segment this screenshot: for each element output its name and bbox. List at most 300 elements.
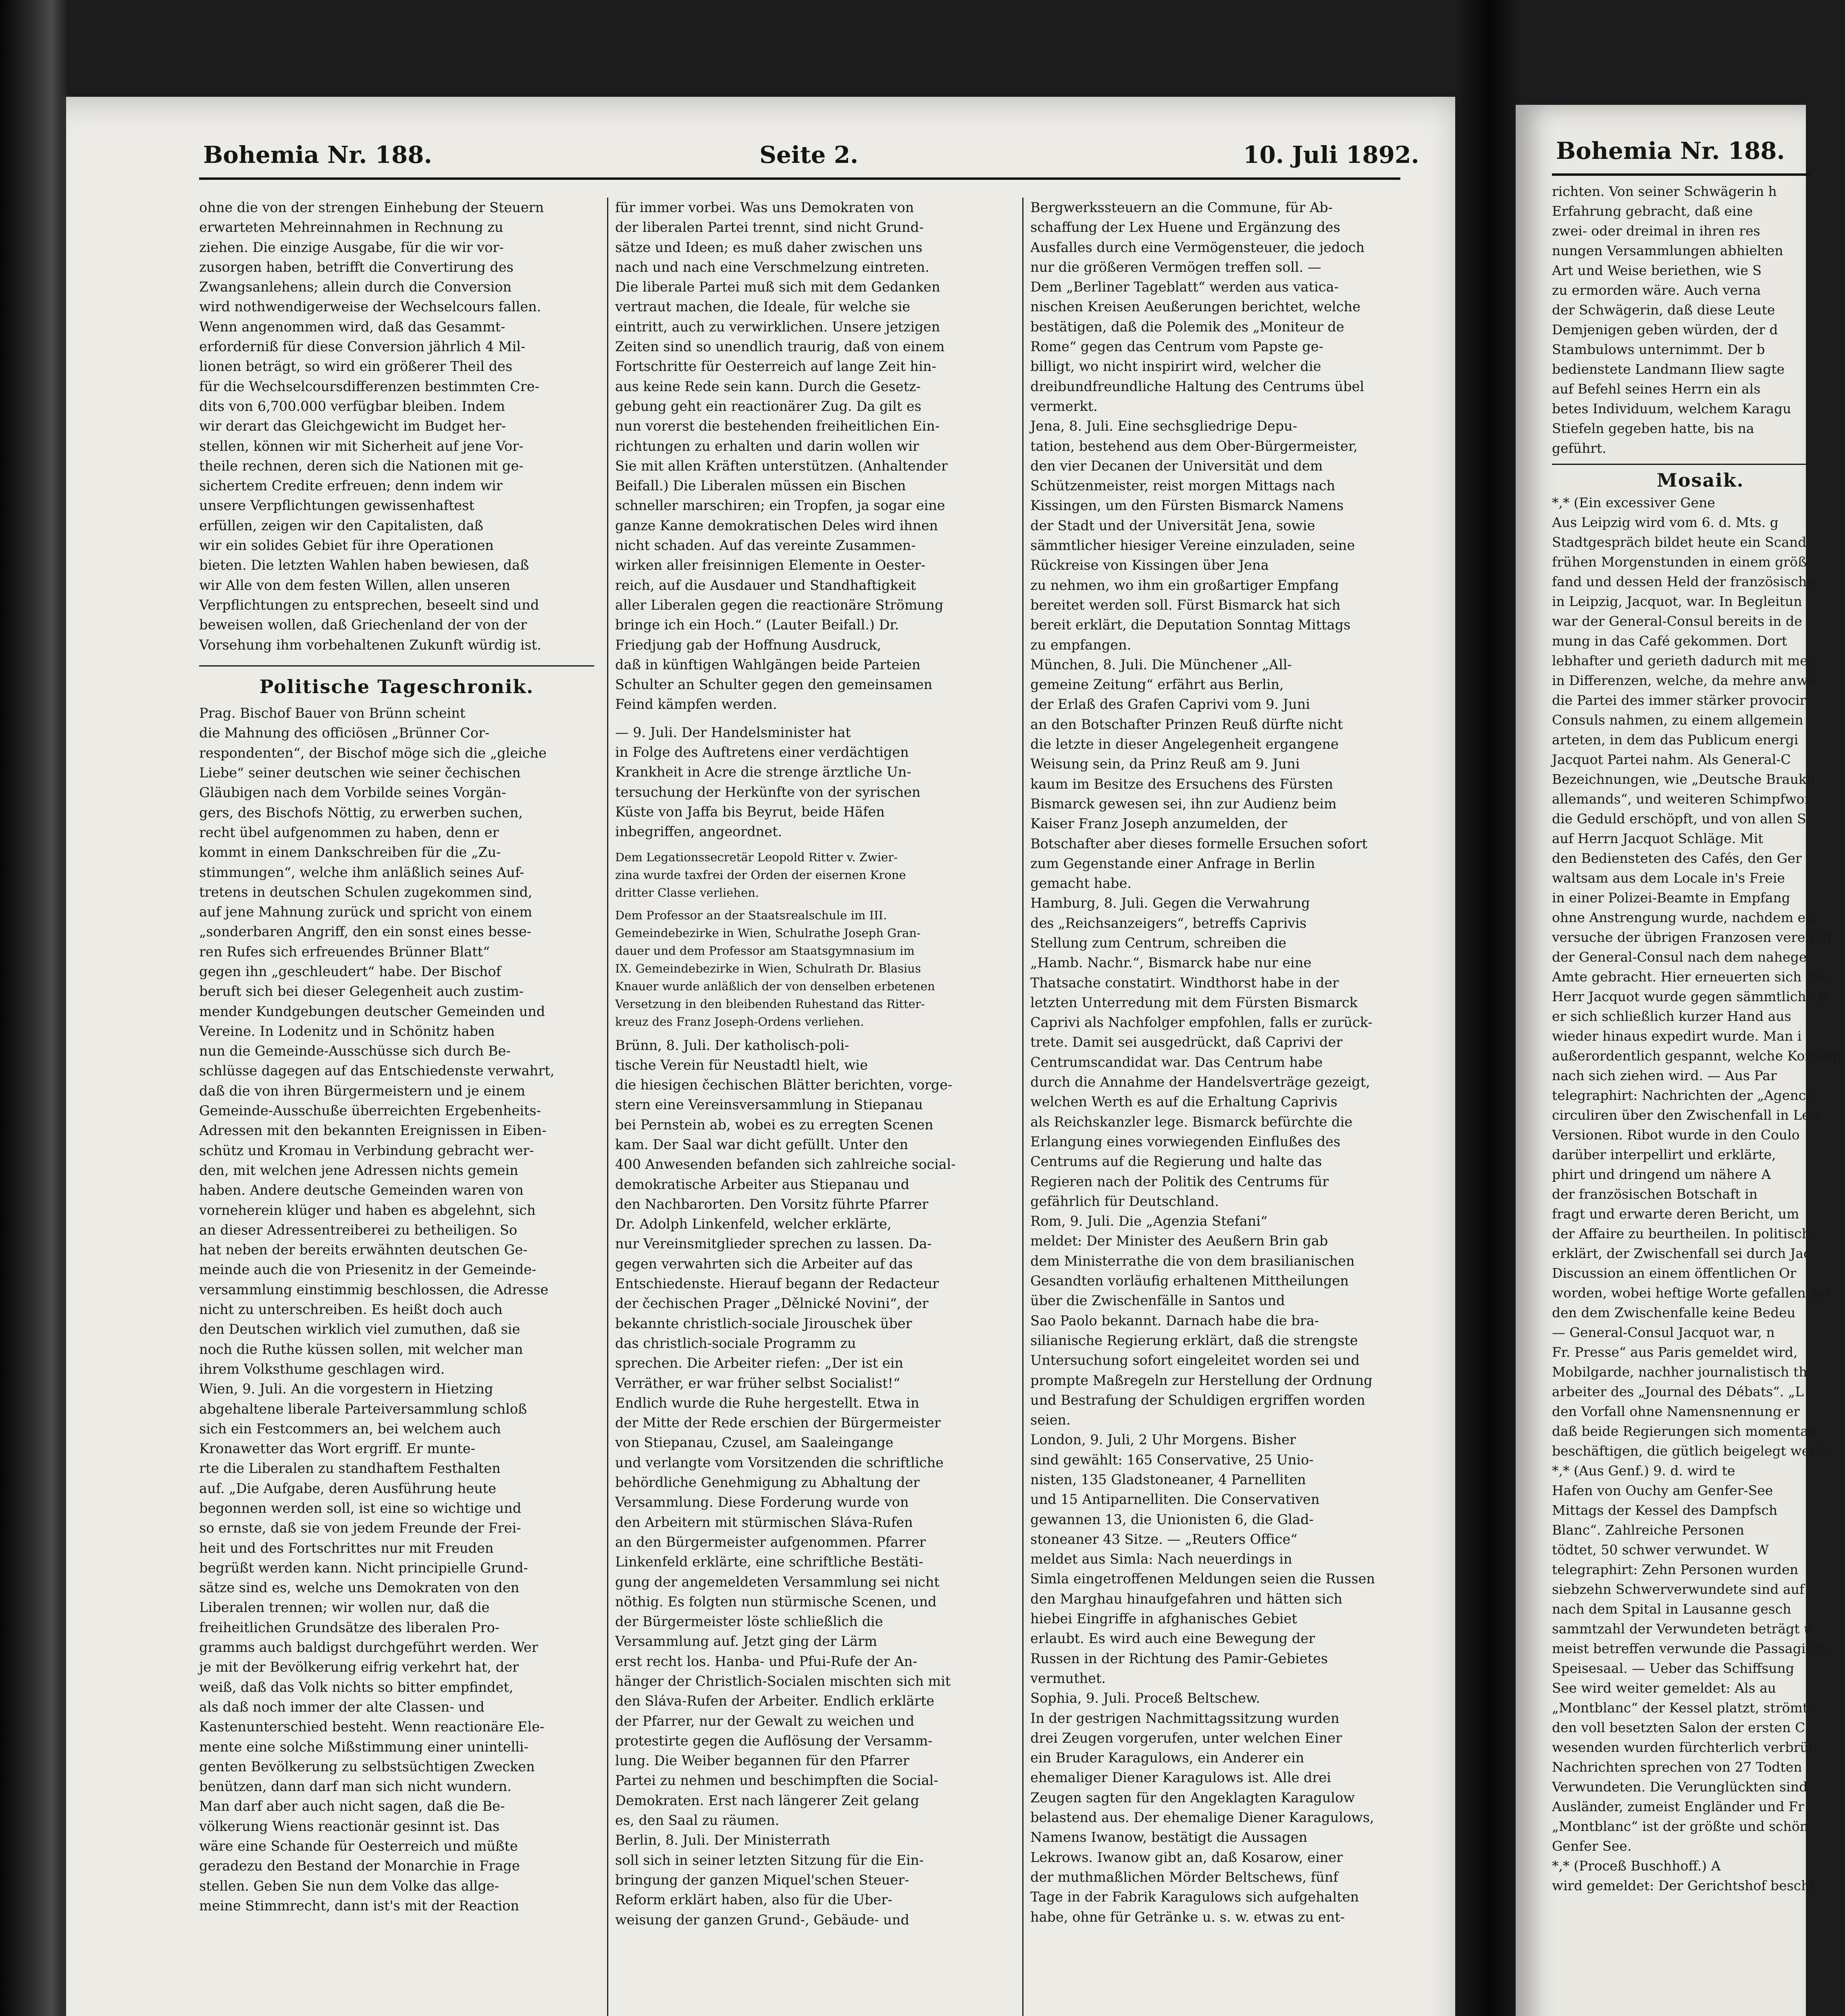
text-line: Untersuchung sofort eingeleitet worden sei und — [1030, 1352, 1360, 1368]
text-line: erfüllen, zeigen wir den Capitalisten, daß — [199, 517, 483, 533]
text-line: Berlin, 8. Juli. Der Ministerrath — [615, 1832, 830, 1848]
text-line: circuliren über den Zwischenfall in Leip — [1552, 1107, 1823, 1123]
text-line: gramms auch baldigst durchgeführt werden. Wer — [199, 1639, 538, 1656]
text-line: Centrumscandidat war. Das Centrum habe — [1030, 1054, 1323, 1070]
col3-paragraph4 — [1030, 893, 1425, 1211]
section-title-mosaik: Mosaik. — [1657, 469, 1744, 491]
text-line: und verlangte vom Vorsitzenden die schriftliche — [615, 1454, 944, 1470]
text-line: „Hamb. Nachr.“, Bismarck habe nur eine — [1030, 955, 1312, 971]
text-line: versammlung einstimmig beschlossen, die Adresse — [199, 1281, 549, 1297]
header-right: 10. Juli 1892. — [1243, 141, 1419, 169]
col2-paragraph1 — [615, 198, 1010, 714]
text-line: der Erlaß des Grafen Caprivi vom 9. Juni — [1030, 696, 1310, 712]
text-line: zina wurde taxfrei der Orden der eisernen Krone — [615, 868, 906, 882]
col2-paragraph4 — [615, 1830, 1010, 1929]
col2-notice2 — [615, 906, 1010, 1031]
text-line: worden, wobei heftige Worte gefallen sei — [1552, 1285, 1829, 1301]
text-line: für immer vorbei. Was uns Demokraten von — [615, 200, 914, 215]
text-line: respondenten“, der Bischof möge sich die „gleiche — [199, 745, 547, 761]
text-line: waltsam aus dem Locale in's Freie — [1552, 870, 1785, 886]
text-line: gewannen 13, die Unionisten 6, die Glad- — [1030, 1511, 1314, 1527]
text-line: tersuchung der Herkünfte von der syrischen — [615, 784, 921, 800]
text-line: den, mit welchen jene Adressen nichts gemein — [199, 1162, 518, 1178]
text-line: — General-Consul Jacquot war, n — [1552, 1325, 1775, 1340]
text-line: der Affaire zu beurtheilen. In politisch — [1552, 1226, 1810, 1241]
text-line: Wien, 9. Juli. An die vorgestern in Hietzing — [199, 1381, 493, 1397]
text-line: in Differenzen, welche, da mehre anwe — [1552, 673, 1816, 688]
col3-paragraph1 — [1030, 198, 1425, 416]
text-line: der čechischen Prager „Dělnické Novini“, der — [615, 1295, 929, 1312]
book-spine — [0, 0, 69, 2016]
right-lines1 — [1552, 181, 1842, 458]
text-line: Liebe“ seiner deutschen wie seiner čechischen — [199, 765, 521, 781]
text-line: den Sláva-Rufen der Arbeiter. Endlich erklärte — [615, 1693, 934, 1709]
text-line: Weisung sein, da Prinz Reuß am 9. Juni — [1030, 756, 1300, 772]
text-line: weisung der ganzen Grund-, Gebäude- und — [615, 1912, 909, 1928]
text-line: Verwundeten. Die Verunglückten sind — [1552, 1779, 1808, 1795]
text-line: sätze sind es, welche uns Demokraten von den — [199, 1580, 520, 1596]
text-line: welchen Werth es auf die Erhaltung Caprivis — [1030, 1094, 1337, 1110]
text-line: erlaubt. Es wird auch eine Bewegung der — [1030, 1631, 1315, 1647]
text-line: Sie mit allen Kräften unterstützen. (Anhaltender — [615, 458, 948, 474]
text-line: In der gestrigen Nachmittagssitzung wurden — [1030, 1710, 1340, 1726]
text-line: lionen beträgt, so wird ein größerer Theil des — [199, 358, 513, 375]
text-line: den Marghau hinaufgefahren und hätten sich — [1030, 1591, 1343, 1607]
text-line: aller Liberalen gegen die reactionäre Strömung — [615, 597, 944, 613]
text-line: Versammlung. Diese Forderung wurde von — [615, 1494, 909, 1510]
col3-paragraph7 — [1030, 1688, 1425, 1927]
text-line: Bismarck gewesen sei, ihn zur Audienz beim — [1030, 796, 1337, 812]
header-rule-right — [1552, 173, 1810, 176]
text-line: geradezu den Bestand der Monarchie in Frage — [199, 1858, 520, 1874]
text-line: die Mahnung des officiösen „Brünner Cor- — [199, 725, 490, 741]
text-line: auf jene Mahnung zurück und spricht von einem — [199, 904, 532, 920]
text-line: seien. — [1030, 1412, 1071, 1428]
text-line: lebhafter und gerieth dadurch mit meh — [1552, 653, 1816, 669]
text-line: Russen in der Richtung des Pamir-Gebietes — [1030, 1650, 1328, 1666]
text-line: Schulter an Schulter gegen den gemeinsamen — [615, 677, 932, 693]
text-line: Linkenfeld erklärte, eine schriftliche Bestäti- — [615, 1554, 924, 1570]
text-line: *,* (Aus Genf.) 9. d. wird te — [1552, 1463, 1735, 1479]
text-line: die Partei des immer stärker provocir — [1552, 692, 1806, 708]
text-line: wird nothwendigerweise der Wechselcours fallen. — [199, 299, 541, 315]
text-line: mender Kundgebungen deutscher Gemeinden und — [199, 1003, 545, 1019]
text-line: stern eine Vereinsversammlung in Stiepanau — [615, 1097, 923, 1113]
text-line: bringung der ganzen Miquel'schen Steuer- — [615, 1872, 909, 1888]
text-line: den Vorfall ohne Namensnennung er — [1552, 1404, 1800, 1419]
text-line: soll sich in seiner letzten Sitzung für die Ein- — [615, 1852, 924, 1868]
text-line: Hafen von Ouchy am Genfer-See — [1552, 1483, 1773, 1498]
text-line: trete. Damit sei ausgedrückt, daß Caprivi der — [1030, 1034, 1343, 1050]
text-line: Centrums auf die Regierung und halte das — [1030, 1154, 1322, 1170]
header-rule — [199, 177, 1400, 180]
text-line: recht übel aufgenommen zu haben, denn er — [199, 824, 499, 840]
text-line: bei Pernstein ab, wobei es zu erregten Scenen — [615, 1116, 934, 1133]
text-line: die letzte in dieser Angelegenheit ergangene — [1030, 736, 1339, 752]
text-line: mente eine solche Mißstimmung einer unintelli- — [199, 1739, 528, 1755]
text-line: Stambulows unternimmt. Der b — [1552, 342, 1765, 357]
text-line: nungen Versammlungen abhielten — [1552, 243, 1783, 258]
text-line: protestirte gegen die Auflösung der Versamm- — [615, 1733, 933, 1749]
text-line: Fr. Presse“ aus Paris gemeldet wird, — [1552, 1344, 1798, 1360]
text-line: „sonderbaren Angriff, den ein sonst eines besse- — [199, 924, 531, 940]
text-line: Stellung zum Centrum, schreiben die — [1030, 935, 1287, 951]
text-line: Versionen. Ribot wurde in den Coulo — [1552, 1127, 1800, 1143]
text-line: prompte Maßregeln zur Herstellung der Ordnung — [1030, 1372, 1373, 1388]
text-line: war der General-Consul bereits in de — [1552, 613, 1802, 629]
text-line: Rome“ gegen das Centrum vom Papste ge- — [1030, 339, 1323, 355]
text-line: nur Vereinsmitglieder sprechen zu lassen. Da- — [615, 1236, 932, 1252]
text-line: hiebei Eingriffe in afghanisches Gebiet — [1030, 1611, 1297, 1627]
text-line: letzten Unterredung mit dem Fürsten Bismarck — [1030, 994, 1358, 1010]
col2-notice1 — [615, 848, 1010, 902]
text-line: zu ermorden wäre. Auch verna — [1552, 282, 1761, 298]
text-line: als daß noch immer der alte Classen- und — [199, 1699, 485, 1715]
header-center: Seite 2. — [759, 141, 859, 169]
text-line: vermuthet. — [1030, 1670, 1106, 1686]
text-line: Simla eingetroffenen Meldungen seien die Russen — [1030, 1571, 1375, 1587]
text-line: Krankheit in Acre die strenge ärztliche Un- — [615, 764, 911, 780]
text-line: Liberalen trennen; wir wollen nur, daß die — [199, 1599, 490, 1616]
text-line: See wird weiter gemeldet: Als au — [1552, 1680, 1776, 1696]
text-line: Consuls nahmen, zu einem allgemein — [1552, 712, 1803, 728]
text-line: kaum im Besitze des Ersuchens des Fürsten — [1030, 776, 1333, 792]
text-line: sammtzahl der Verwundeten beträgt ü — [1552, 1621, 1813, 1637]
newspaper-page-right — [1516, 105, 1845, 2016]
text-line: wesenden wurden fürchterlich verbrüh — [1552, 1739, 1817, 1755]
text-line: Dem „Berliner Tageblatt“ werden aus vatica- — [1030, 279, 1339, 295]
text-line: zu empfangen. — [1030, 637, 1132, 653]
col2-paragraph2 — [615, 723, 1010, 842]
text-line: erklärt, der Zwischenfall sei durch Jac — [1552, 1245, 1811, 1261]
column-2 — [615, 198, 1010, 1930]
text-line: ein Bruder Karagulows, ein Anderer ein — [1030, 1750, 1304, 1766]
text-line: Feind kämpfen werden. — [615, 696, 777, 712]
text-line: Dem Professor an der Staatsrealschule im III. — [615, 908, 887, 922]
text-line: ziehen. Die einzige Ausgabe, für die wir vor- — [199, 239, 504, 255]
text-line: bringe ich ein Hoch.“ (Lauter Beifall.) Dr. — [615, 617, 899, 633]
text-line: Tage in der Fabrik Karagulows sich aufgehalten — [1030, 1889, 1359, 1905]
text-line: Rom, 9. Juli. Die „Agenzia Stefani“ — [1030, 1213, 1268, 1229]
text-line: Versammlung auf. Jetzt ging der Lärm — [615, 1633, 877, 1649]
text-line: Sophia, 9. Juli. Proceß Beltschew. — [1030, 1690, 1261, 1706]
text-line: es, den Saal zu räumen. — [615, 1812, 780, 1829]
text-line: schlüsse dagegen auf das Entschiedenste verwahrt, — [199, 1063, 555, 1079]
text-line: Art und Weise beriethen, wie S — [1552, 262, 1762, 278]
text-line: Dem Legationssecretär Leopold Ritter v. Zwier- — [615, 850, 898, 864]
text-line: und 15 Antiparnelliten. Die Conservativen — [1030, 1491, 1320, 1508]
column-divider — [199, 665, 594, 666]
text-line: freiheitlichen Grundsätze des liberalen Pro- — [199, 1619, 500, 1635]
text-line: Vorsehung ihm vorbehaltenen Zukunft würdig ist. — [199, 637, 541, 653]
text-line: schneller marschiren; ein Tropfen, ja sogar eine — [615, 498, 945, 514]
text-line: richtungen zu erhalten und darin wollen wir — [615, 438, 919, 454]
text-line: London, 9. Juli, 2 Uhr Morgens. Bisher — [1030, 1432, 1296, 1448]
text-line: Zeiten sind so unendlich traurig, daß von einem — [615, 339, 945, 355]
text-line: des „Reichsanzeigers“, betreffs Caprivis — [1030, 915, 1307, 931]
text-line: stellen, können wir mit Sicherheit auf jene Vor- — [199, 438, 524, 454]
text-line: Gemeinde-Ausschuße überreichten Ergebenheits- — [199, 1103, 541, 1119]
text-line: erforderniß für diese Conversion jährlich 4 Mil- — [199, 339, 526, 355]
text-line: den Deutschen wirklich viel zumuthen, daß sie — [199, 1321, 520, 1337]
text-line: Lekrows. Iwanow gibt an, daß Kosarow, einer — [1030, 1849, 1343, 1865]
text-line: den Arbeitern mit stürmischen Sláva-Rufen — [615, 1514, 913, 1530]
text-line: stimmungen“, welche ihm anläßlich seines Auf- — [199, 864, 524, 880]
text-line: in Folge des Auftretens einer verdächtigen — [615, 744, 909, 760]
text-line: Küste von Jaffa bis Beyrut, beide Häfen — [615, 804, 885, 820]
text-line: abgehaltene liberale Parteiversammlung schloß — [199, 1401, 527, 1417]
text-line: nicht zu unterschreiben. Es heißt doch auch — [199, 1302, 503, 1318]
text-line: Hamburg, 8. Juli. Gegen die Verwahrung — [1030, 895, 1310, 911]
text-line: Gläubigen nach dem Vorbilde seines Vorgän- — [199, 785, 506, 801]
text-line: rte die Liberalen zu standhaftem Festhalten — [199, 1460, 501, 1477]
text-line: belastend aus. Der ehemalige Diener Karagulows, — [1030, 1810, 1374, 1826]
text-line: zwei- oder dreimal in ihren res — [1552, 223, 1760, 239]
text-line: Kaiser Franz Joseph anzumelden, der — [1030, 816, 1288, 832]
text-line: Beifall.) Die Liberalen müssen ein Bischen — [615, 478, 906, 494]
text-line: in Leipzig, Jacquot, war. In Begleitun — [1552, 594, 1802, 609]
text-line: stoneaner 43 Sitze. — „Reuters Office“ — [1030, 1531, 1298, 1547]
text-line: theile rechnen, deren sich die Nationen mit ge- — [199, 458, 524, 474]
text-line: Vereine. In Lodenitz und in Schönitz haben — [199, 1023, 495, 1039]
page-gutter — [1455, 0, 1524, 2016]
text-line: auf Befehl seines Herrn ein als — [1552, 381, 1761, 397]
text-line: Stiefeln gegeben hatte, bis na — [1552, 421, 1754, 436]
text-line: Kissingen, um den Fürsten Bismarck Namens — [1030, 498, 1344, 514]
text-line: Botschafter aber dieses formelle Ersuchen sofort — [1030, 835, 1367, 852]
col1-paragraph2 — [199, 703, 594, 1379]
text-line: schaffung der Lex Huene und Ergänzung des — [1030, 219, 1340, 235]
text-line: der Stadt und der Universität Jena, sowie — [1030, 517, 1315, 533]
text-line: eintritt, auch zu verwirklichen. Unsere jetzigen — [615, 319, 940, 335]
text-line: dits von 6,700.000 verfügbar bleiben. Indem — [199, 398, 505, 414]
text-line: allemands“, und weiteren Schimpfwor — [1552, 791, 1811, 807]
text-line: nach dem Spital in Lausanne gesch — [1552, 1601, 1791, 1617]
text-line: an den Botschafter Prinzen Reuß dürfte nicht — [1030, 716, 1343, 732]
text-line: *,* (Proceß Buschhoff.) A — [1552, 1858, 1721, 1874]
header-left-right-page: Bohemia Nr. 188. — [1556, 137, 1785, 165]
text-line: daß beide Regierungen sich momentan — [1552, 1423, 1817, 1439]
text-line: an dieser Adressentreiberei zu betheiligen. So — [199, 1222, 518, 1238]
text-line: meinde auch die von Priesenitz in der Gemeinde- — [199, 1262, 537, 1278]
text-line: kam. Der Saal war dicht gefüllt. Unter den — [615, 1136, 908, 1152]
text-line: aus keine Rede sein kann. Durch die Gesetz- — [615, 378, 921, 394]
column-separator — [607, 198, 608, 2016]
text-line: „Montblanc“ ist der größte und schön — [1552, 1818, 1808, 1834]
text-line: IX. Gemeindebezirke in Wien, Schulrath Dr. Blasius — [615, 961, 921, 975]
col3-paragraph3 — [1030, 655, 1425, 893]
text-line: genten Bevölkerung zu selbstsüchtigen Zwecken — [199, 1758, 535, 1774]
text-line: telegraphirt: Zehn Personen wurden — [1552, 1562, 1799, 1577]
text-line: gemeine Zeitung“ erfährt aus Berlin, — [1030, 677, 1284, 693]
text-line: für die Wechselcoursdifferenzen bestimmten Cre- — [199, 378, 539, 394]
column-1 — [199, 198, 594, 1916]
text-line: völkerung Wiens reactionär gesinnt ist. Das — [199, 1818, 500, 1834]
text-line: begrüßt werden kann. Nicht principielle Grund- — [199, 1560, 528, 1576]
text-line: fand und dessen Held der französische — [1552, 574, 1815, 589]
text-line: Gemeindebezirke in Wien, Schulrathe Joseph Gran- — [615, 926, 921, 940]
text-line: er sich schließlich kurzer Hand aus — [1552, 1008, 1791, 1024]
text-line: Aus Leipzig wird vom 6. d. Mts. g — [1552, 514, 1778, 530]
text-line: richten. Von seiner Schwägerin h — [1552, 183, 1777, 199]
text-line: Knauer wurde anläßlich der von denselben erbetenen — [615, 979, 935, 993]
right-lines3 — [1552, 1461, 1842, 1856]
text-line: unsere Verpflichtungen gewissenhaftest — [199, 498, 474, 514]
text-line: gers, des Bischofs Nöttig, zu erwerben suchen, — [199, 804, 523, 821]
text-line: Versetzung in den bleibenden Ruhestand das Ritter- — [615, 997, 925, 1011]
text-line: dauer und dem Professor am Staatsgymnasium im — [615, 943, 915, 958]
text-line: als Reichskanzler lege. Bismarck befürchte die — [1030, 1114, 1353, 1130]
text-line: der Bürgermeister löste schließlich die — [615, 1614, 883, 1630]
text-line: zusorgen haben, betrifft die Convertirung des — [199, 259, 514, 275]
text-line: bekannte christlich-sociale Jirouschek über — [615, 1315, 912, 1331]
text-line: ganze Kanne demokratischen Deles wird ihnen — [615, 517, 938, 533]
text-line: den Nachbarorten. Den Vorsitz führte Pfarrer — [615, 1196, 929, 1212]
text-line: meldet: Der Minister des Aeußern Brin gab — [1030, 1233, 1328, 1249]
text-line: gegen verwahrten sich die Arbeiter auf das — [615, 1256, 913, 1272]
text-line: sämmtlicher hiesiger Vereine einzuladen, seine — [1030, 537, 1355, 554]
text-line: tretens in deutschen Schulen zugekommen sind, — [199, 884, 532, 900]
text-line: nun die Gemeinde-Ausschüsse sich durch Be- — [199, 1043, 511, 1059]
text-line: erwarteten Mehreinnahmen in Rechnung zu — [199, 219, 503, 235]
text-line: und Bestrafung der Schuldigen ergriffen worden — [1030, 1392, 1365, 1408]
text-line: zum Gegenstande einer Anfrage in Berlin — [1030, 855, 1315, 871]
text-line: begonnen werden soll, ist eine so wichtige und — [199, 1500, 522, 1516]
text-line: meldet aus Simla: Nach neuerdings in — [1030, 1551, 1292, 1567]
text-line: zu nehmen, wo ihm ein großartiger Empfang — [1030, 577, 1339, 593]
text-line: bereitet werden soll. Fürst Bismarck hat sich — [1030, 597, 1341, 613]
text-line: nischen Kreisen Aeußerungen berichtet, welche — [1030, 299, 1360, 315]
text-line: telegraphirt: Nachrichten der „Agence — [1552, 1087, 1814, 1103]
text-line: den voll besetzten Salon der ersten C — [1552, 1720, 1805, 1735]
text-line: Amte gebracht. Hier erneuerten sich die — [1552, 969, 1826, 985]
text-line: nöthig. Es folgten nun stürmische Scenen, und — [615, 1593, 937, 1610]
text-line: Mobilgarde, nachher journalistisch th — [1552, 1364, 1808, 1380]
text-line: Gesandten vorläufig erhaltenen Mittheilungen — [1030, 1273, 1349, 1289]
text-line: Demjenigen geben würden, der d — [1552, 322, 1778, 337]
text-line: der liberalen Partei trennt, sind nicht Grund- — [615, 219, 924, 235]
text-line: nicht schaden. Auf das vereinte Zusammen- — [615, 537, 916, 554]
text-line: benützen, dann darf man sich nicht wundern. — [199, 1779, 512, 1795]
col3-paragraph5 — [1030, 1211, 1425, 1430]
text-line: vertraut machen, die Ideale, für welche sie — [615, 299, 911, 315]
col1-paragraph1 — [199, 198, 594, 655]
text-line: Reform erklärt haben, also für die Uber- — [615, 1892, 892, 1908]
text-line: Verpflichtungen zu entsprechen, beseelt sind und — [199, 597, 539, 613]
text-line: lung. Die Weiber begannen für den Pfarrer — [615, 1753, 909, 1769]
text-line: mung in das Café gekommen. Dort — [1552, 633, 1787, 649]
text-line: wäre eine Schande für Oesterreich und müßte — [199, 1838, 518, 1854]
text-line: so ernste, daß sie von jedem Freunde der Frei- — [199, 1520, 521, 1536]
text-line: ohne die von der strengen Einhebung der Steuern — [199, 200, 544, 215]
text-line: stellen. Geben Sie nun dem Volke das allge- — [199, 1878, 499, 1894]
text-line: Namens Iwanow, bestätigt die Aussagen — [1030, 1829, 1308, 1845]
text-line: den Bediensteten des Cafés, den Ger — [1552, 850, 1802, 866]
text-line: der Mitte der Rede erschien der Bürgermeister — [615, 1415, 941, 1431]
column-separator — [1022, 198, 1023, 2016]
text-line: meist betreffen verwunde die Passagiere — [1552, 1641, 1828, 1656]
text-line: Thatsache constatirt. Windthorst habe in der — [1030, 975, 1339, 991]
text-line: Wenn angenommen wird, daß das Gesammt- — [199, 319, 505, 335]
text-line: Sao Paolo bekannt. Darnach habe die bra- — [1030, 1312, 1319, 1329]
text-line: nisten, 135 Gladstoneaner, 4 Parnelliten — [1030, 1472, 1306, 1487]
text-line: hänger der Christlich-Socialen mischten sich mit — [615, 1673, 951, 1689]
text-line: beschäftigen, die gütlich beigelegt werde — [1552, 1443, 1833, 1459]
text-line: Fortschritte für Oesterreich auf lange Zeit hin- — [615, 358, 936, 375]
text-line: je mit der Bevölkerung eifrig verkehrt hat, der — [199, 1659, 519, 1675]
text-line: Rückreise von Kissingen über Jena — [1030, 557, 1269, 573]
text-line: auf Herrn Jacquot Schläge. Mit — [1552, 831, 1764, 846]
text-line: betes Individuum, welchem Karagu — [1552, 401, 1791, 417]
text-line: sätze und Ideen; es muß daher zwischen uns — [615, 239, 923, 255]
text-line: erst recht los. Hanba- und Pfui-Rufe der An- — [615, 1653, 917, 1669]
text-line: frühen Morgenstunden in einem größ — [1552, 554, 1807, 570]
text-line: beruft sich bei dieser Gelegenheit auch zustim- — [199, 983, 524, 1000]
text-line: Adressen mit den bekannten Ereignissen in Eiben- — [199, 1123, 547, 1139]
text-line: wieder hinaus expedirt wurde. Man i — [1552, 1028, 1802, 1044]
text-line: Brünn, 8. Juli. Der katholisch-poli- — [615, 1037, 849, 1053]
text-line: sind gewählt: 165 Conservative, 25 Unio- — [1030, 1452, 1314, 1468]
text-line: Demokraten. Erst nach längerer Zeit gelang — [615, 1792, 919, 1808]
right-lines2 — [1552, 493, 1845, 1461]
right-column — [1552, 181, 1845, 1895]
text-line: 400 Anwesenden befanden sich zahlreiche social- — [615, 1156, 956, 1173]
text-line: Genfer See. — [1552, 1838, 1632, 1854]
text-line: ren Rufes sich erfreuendes Brünner Blatt“ — [199, 943, 490, 960]
text-line: versuche der übrigen Franzosen vereitelt — [1552, 929, 1833, 945]
text-line: Partei zu nehmen und beschimpften die Social- — [615, 1772, 938, 1789]
text-line: drei Zeugen vorgerufen, unter welchen Einer — [1030, 1730, 1342, 1746]
text-line: tische Verein für Neustadtl hielt, wie — [615, 1057, 868, 1073]
text-line: Herr Jacquot wurde gegen sämmtliche B — [1552, 989, 1828, 1004]
text-line: gung der angemeldeten Versammlung sei nicht — [615, 1574, 940, 1590]
header-left: Bohemia Nr. 188. — [203, 141, 432, 169]
text-line: Man darf aber auch nicht sagen, daß die Be- — [199, 1798, 505, 1814]
text-line: kreuz des Franz Joseph-Ordens verliehen. — [615, 1014, 864, 1029]
text-line: phirt und dringend um nähere A — [1552, 1166, 1771, 1182]
text-line: gegen ihn „geschleudert“ habe. Der Bischof — [199, 963, 501, 979]
text-line: Nachrichten sprechen von 27 Todten — [1552, 1759, 1802, 1775]
text-line: vermerkt. — [1030, 398, 1098, 414]
text-line: behördliche Genehmigung zu Abhaltung der — [615, 1475, 920, 1491]
text-line: gebung geht ein reactionärer Zug. Da gilt es — [615, 398, 921, 414]
right-divider — [1552, 464, 1842, 465]
text-line: in einer Polizei-Beamte in Empfang — [1552, 890, 1790, 906]
text-line: vorneherein klüger und haben es abgelehnt, sich — [199, 1202, 536, 1218]
text-line: die hiesigen čechischen Blätter berichten, vorge- — [615, 1077, 953, 1093]
text-line: ehemaliger Diener Karagulows ist. Alle drei — [1030, 1770, 1331, 1786]
text-line: außerordentlich gespannt, welche Konsequ — [1552, 1048, 1845, 1064]
text-line: bieten. Die letzten Wahlen haben bewiesen, daß — [199, 557, 529, 573]
text-line: arbeiter des „Journal des Débats“. „L — [1552, 1384, 1804, 1400]
text-line: Regieren nach der Politik des Centrums für — [1030, 1173, 1329, 1189]
text-line: Zwangsanlehens; allein durch die Conversion — [199, 279, 512, 295]
text-line: Verräther, er war früher selbst Socialist!“ — [615, 1375, 901, 1391]
text-line: der Schwägerin, daß diese Leute — [1552, 302, 1775, 318]
text-line: tödtet, 50 schwer verwundet. W — [1552, 1542, 1769, 1558]
text-line: Bezeichnungen, wie „Deutsche Braukn — [1552, 771, 1815, 787]
text-line: Mittags der Kessel des Dampfsch — [1552, 1502, 1778, 1518]
text-line: der muthmaßlichen Mörder Beltschews, fünf — [1030, 1869, 1338, 1885]
text-line: hat neben der bereits erwähnten deutschen Ge- — [199, 1242, 528, 1258]
text-line: sprechen. Die Arbeiter riefen: „Der ist ein — [615, 1355, 903, 1371]
text-line: bereit erklärt, die Deputation Sonntag Mittags — [1030, 617, 1351, 633]
text-line: nur die größeren Vermögen treffen soll. — — [1030, 259, 1321, 275]
col3-paragraph6 — [1030, 1430, 1425, 1688]
text-line: Bergwerkssteuern an die Commune, für Ab- — [1030, 200, 1333, 215]
text-line: daß in künftigen Wahlgängen beide Parteien — [615, 656, 921, 673]
text-line: gemacht habe. — [1030, 875, 1132, 891]
